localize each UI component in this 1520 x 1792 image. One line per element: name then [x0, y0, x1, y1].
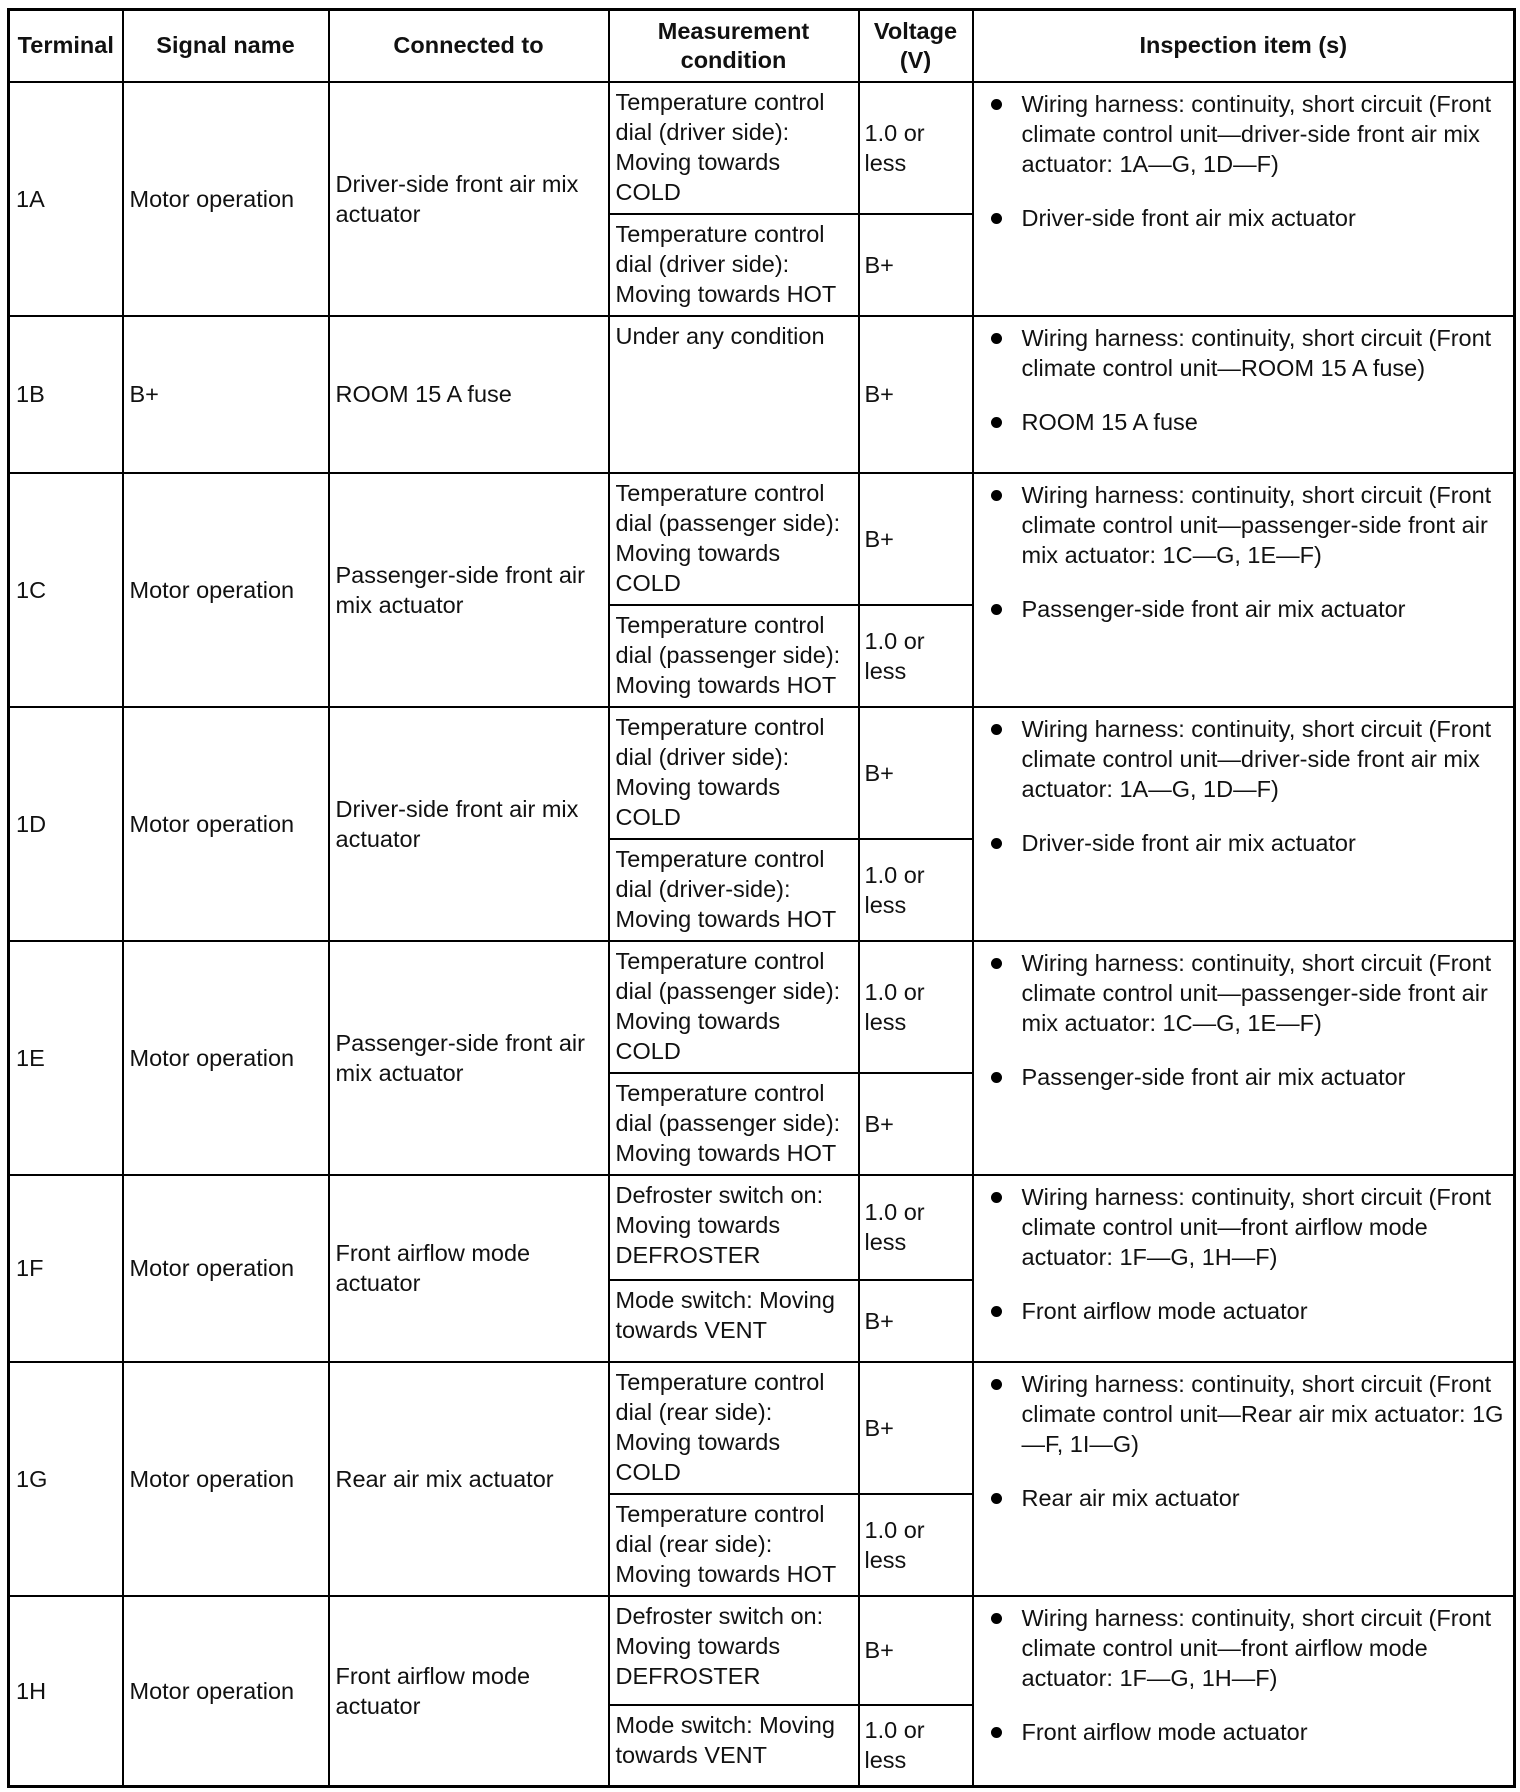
header-inspection-items: Inspection item (s) — [973, 10, 1515, 82]
measurement-condition-cell: Temperature control dial (driver side): Moving towards HOT — [609, 214, 859, 316]
connected-to-cell: Front airflow mode actuator — [329, 1175, 609, 1362]
inspection-item: Wiring harness: continuity, short circuit (Front climate control unit—front airflow mode actuator: 1F—G, 1H—F) — [1022, 1182, 1506, 1272]
inspection-items-cell — [973, 707, 1515, 941]
table-body — [9, 82, 1515, 1787]
header-connected-to: Connected to — [329, 10, 609, 82]
inspection-item: Front airflow mode actuator — [1022, 1717, 1506, 1747]
terminal-cell: 1H — [9, 1596, 123, 1787]
measurement-condition-cell: Mode switch: Moving towards VENT — [609, 1705, 859, 1787]
voltage-cell: 1.0 or less — [859, 1175, 973, 1280]
table-row — [9, 941, 1515, 1073]
inspection-item: Wiring harness: continuity, short circuit (Front climate control unit—passenger-side front air mix actuator: 1C—G, 1E—F) — [1022, 948, 1506, 1038]
measurement-condition-cell: Temperature control dial (rear side): Moving towards COLD — [609, 1362, 859, 1494]
voltage-cell: B+ — [859, 1362, 973, 1494]
inspection-item: ROOM 15 A fuse — [1022, 407, 1506, 437]
inspection-item: Passenger-side front air mix actuator — [1022, 1062, 1506, 1092]
header-signal-name: Signal name — [123, 10, 329, 82]
inspection-item: Wiring harness: continuity, short circuit (Front climate control unit—driver-side front air mix actuator: 1A—G, 1D—F) — [1022, 714, 1506, 804]
measurement-condition-cell: Defroster switch on: Moving towards DEFROSTER — [609, 1596, 859, 1705]
inspection-item: Passenger-side front air mix actuator — [1022, 594, 1506, 624]
signal-name-cell: Motor operation — [123, 1175, 329, 1362]
signal-name-cell: Motor operation — [123, 1596, 329, 1787]
inspection-item: Driver-side front air mix actuator — [1022, 828, 1506, 858]
inspection-item: Wiring harness: continuity, short circuit (Front climate control unit—driver-side front air mix actuator: 1A—G, 1D—F) — [1022, 89, 1506, 179]
measurement-condition-cell: Temperature control dial (passenger side): Moving towards HOT — [609, 605, 859, 707]
connected-to-cell: Passenger-side front air mix actuator — [329, 941, 609, 1175]
terminal-cell: 1G — [9, 1362, 123, 1596]
voltage-cell: B+ — [859, 316, 973, 473]
table-row — [9, 1596, 1515, 1705]
signal-name-cell: Motor operation — [123, 707, 329, 941]
voltage-cell: B+ — [859, 1073, 973, 1175]
measurement-condition-cell: Temperature control dial (driver side): Moving towards COLD — [609, 707, 859, 839]
voltage-cell: 1.0 or less — [859, 1494, 973, 1596]
voltage-cell: B+ — [859, 707, 973, 839]
voltage-cell: B+ — [859, 1280, 973, 1362]
inspection-item: Front airflow mode actuator — [1022, 1296, 1506, 1326]
signal-name-cell: B+ — [123, 316, 329, 473]
voltage-cell: B+ — [859, 214, 973, 316]
table-row — [9, 707, 1515, 839]
connected-to-cell: Passenger-side front air mix actuator — [329, 473, 609, 707]
connected-to-cell: Rear air mix actuator — [329, 1362, 609, 1596]
header-terminal: Terminal — [9, 10, 123, 82]
inspection-items-cell — [973, 82, 1515, 316]
terminal-cell: 1E — [9, 941, 123, 1175]
inspection-items-cell — [973, 1596, 1515, 1787]
voltage-cell: 1.0 or less — [859, 839, 973, 941]
header-voltage: Voltage (V) — [859, 10, 973, 82]
inspection-item: Rear air mix actuator — [1022, 1483, 1506, 1513]
inspection-items-cell — [973, 1175, 1515, 1362]
measurement-condition-cell: Temperature control dial (rear side): Moving towards HOT — [609, 1494, 859, 1596]
inspection-item: Wiring harness: continuity, short circuit (Front climate control unit—passenger-side front air mix actuator: 1C—G, 1E—F) — [1022, 480, 1506, 570]
terminal-cell: 1F — [9, 1175, 123, 1362]
signal-name-cell: Motor operation — [123, 1362, 329, 1596]
measurement-condition-cell: Mode switch: Moving towards VENT — [609, 1280, 859, 1362]
terminal-cell: 1D — [9, 707, 123, 941]
terminal-inspection-table — [7, 8, 1516, 1788]
table-row — [9, 1175, 1515, 1280]
inspection-items-cell — [973, 1362, 1515, 1596]
header-row — [9, 10, 1515, 82]
table-row — [9, 473, 1515, 605]
voltage-cell: 1.0 or less — [859, 941, 973, 1073]
voltage-cell: B+ — [859, 473, 973, 605]
table-row — [9, 316, 1515, 473]
measurement-condition-cell: Temperature control dial (passenger side): Moving towards COLD — [609, 473, 859, 605]
inspection-item: Driver-side front air mix actuator — [1022, 203, 1506, 233]
voltage-cell: 1.0 or less — [859, 605, 973, 707]
inspection-item: Wiring harness: continuity, short circuit (Front climate control unit—ROOM 15 A fuse) — [1022, 323, 1506, 383]
measurement-condition-cell: Temperature control dial (passenger side): Moving towards COLD — [609, 941, 859, 1073]
connected-to-cell: Driver-side front air mix actuator — [329, 707, 609, 941]
signal-name-cell: Motor operation — [123, 473, 329, 707]
signal-name-cell: Motor operation — [123, 941, 329, 1175]
inspection-items-cell — [973, 473, 1515, 707]
terminal-cell: 1A — [9, 82, 123, 316]
measurement-condition-cell: Defroster switch on: Moving towards DEFROSTER — [609, 1175, 859, 1280]
measurement-condition-cell: Under any condition — [609, 316, 859, 473]
connected-to-cell: Driver-side front air mix actuator — [329, 82, 609, 316]
inspection-items-cell — [973, 941, 1515, 1175]
measurement-condition-cell: Temperature control dial (driver-side): Moving towards HOT — [609, 839, 859, 941]
measurement-condition-cell: Temperature control dial (driver side): Moving towards COLD — [609, 82, 859, 214]
terminal-cell: 1C — [9, 473, 123, 707]
table-row — [9, 82, 1515, 214]
terminal-cell: 1B — [9, 316, 123, 473]
voltage-cell: B+ — [859, 1596, 973, 1705]
voltage-cell: 1.0 or less — [859, 82, 973, 214]
voltage-cell: 1.0 or less — [859, 1705, 973, 1787]
header-measurement-condition: Measurement condition — [609, 10, 859, 82]
inspection-items-cell — [973, 316, 1515, 473]
measurement-condition-cell: Temperature control dial (passenger side): Moving towards HOT — [609, 1073, 859, 1175]
signal-name-cell: Motor operation — [123, 82, 329, 316]
connected-to-cell: Front airflow mode actuator — [329, 1596, 609, 1787]
inspection-item: Wiring harness: continuity, short circuit (Front climate control unit—front airflow mode actuator: 1F—G, 1H—F) — [1022, 1603, 1506, 1693]
table-row — [9, 1362, 1515, 1494]
inspection-item: Wiring harness: continuity, short circuit (Front climate control unit—Rear air mix actuator: 1G—F, 1I—G) — [1021, 1370, 1504, 1457]
connected-to-cell: ROOM 15 A fuse — [329, 316, 609, 473]
